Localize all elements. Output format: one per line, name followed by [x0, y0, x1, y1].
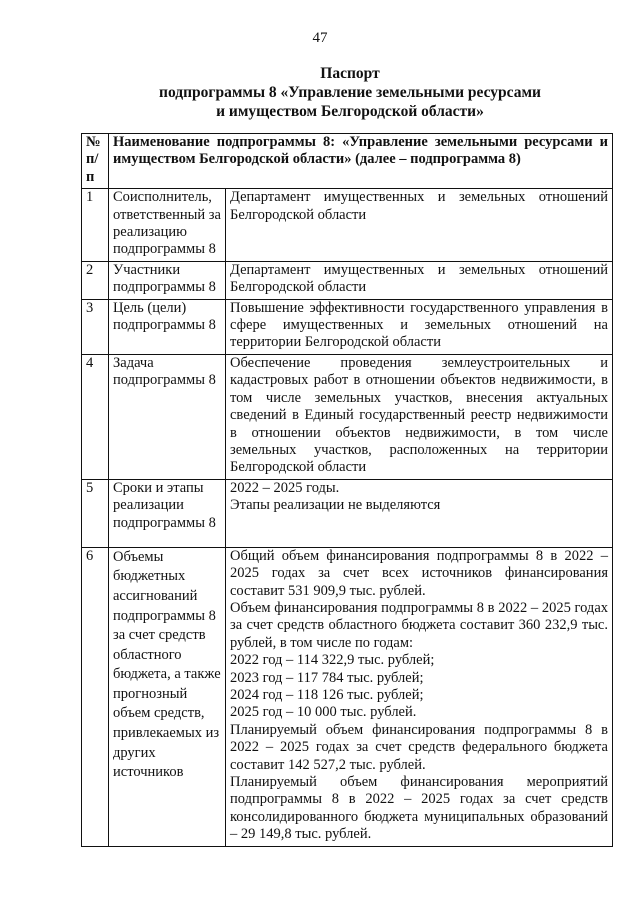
row-number: 3 — [82, 299, 109, 354]
row-value-paragraph: Обеспечение проведения землеустроительных и кадастровых работ в отношении объектов недвижимости, в том числе земельных участков, внесения актуальных сведений в Единый государственный реестр недвижимости в отношении объектов недвижимости, в том числе земельных участков, расположенных на территории Белгородской области — [230, 354, 608, 476]
title-line-1: Паспорт — [320, 65, 380, 82]
row-value-paragraph: Этапы реализации не выделяются — [230, 497, 441, 514]
row-value — [226, 479, 613, 547]
title-line-2: подпрограммы 8 «Управление земельными ресурсами — [159, 84, 541, 101]
row-number: 1 — [82, 189, 109, 262]
row-value-paragraph: Департамент имущественных и земельных отношений Белгородской области — [230, 261, 608, 296]
row-value — [226, 189, 613, 262]
row-label: Сроки и этапы реализации подпрограммы 8 — [109, 479, 226, 547]
row-label: Задача подпрограммы 8 — [109, 354, 226, 479]
row-value-paragraph: Департамент имущественных и земельных отношений Белгородской области — [230, 189, 608, 223]
row-label: Объемы бюджетных ассигнований подпрограммы 8 за счет средств областного бюджета, а также прогнозный объем средств, привлекаемых из других источников — [109, 547, 226, 846]
page-number: 47 — [312, 30, 328, 46]
row-value-paragraph: Объем финансирования подпрограммы 8 в 2022 – 2025 годах за счет средств областного бюджета составит 360 232,9 тыс. рублей, в том числе по годам: — [230, 599, 608, 651]
table-row — [82, 189, 613, 262]
table-row — [82, 261, 613, 299]
table-row — [82, 354, 613, 479]
row-value-paragraph: Общий объем финансирования подпрограммы 8 в 2022 – 2025 годах за счет всех источников финансирования составит 531 909,9 тыс. рублей. — [230, 547, 608, 599]
row-value-paragraph: 2022 год – 114 322,9 тыс. рублей; — [230, 652, 435, 669]
row-value — [226, 354, 613, 479]
row-value — [226, 299, 613, 354]
header-title-cell: Наименование подпрограммы 8: «Управление земельными ресурсами и имуществом Белгородской области» (далее – подпрограмма 8) — [109, 134, 613, 189]
row-value-paragraph: 2025 год – 10 000 тыс. рублей. — [230, 704, 417, 721]
table-row — [82, 547, 613, 846]
table-row — [82, 479, 613, 547]
row-label: Цель (цели) подпрограммы 8 — [109, 299, 226, 354]
row-number: 5 — [82, 479, 109, 547]
row-value-paragraph: Планируемый объем финансирования подпрограммы 8 в 2022 – 2025 годах за счет средств федерального бюджета составит 142 527,2 тыс. рублей. — [230, 721, 608, 773]
row-label: Участники подпрограммы 8 — [109, 261, 226, 299]
row-value-paragraph: 2024 год – 118 126 тыс. рублей; — [230, 686, 424, 703]
row-number: 6 — [82, 547, 109, 846]
row-value — [226, 547, 613, 846]
row-number: 2 — [82, 261, 109, 299]
row-value-paragraph: 2022 – 2025 годы. — [230, 479, 340, 496]
table-header-row — [82, 134, 613, 189]
passport-table — [81, 133, 613, 847]
row-value — [226, 261, 613, 299]
row-number: 4 — [82, 354, 109, 479]
row-value-paragraph: Планируемый объем финансирования мероприятий подпрограммы 8 в 2022 – 2025 годах за счет средств консолидированного бюджета муниципальных образований – 29 149,8 тыс. рублей. — [230, 774, 608, 843]
table-row — [82, 299, 613, 354]
header-num-cell: № п/п — [82, 134, 109, 189]
document-title — [60, 64, 640, 121]
row-value-paragraph: 2023 год – 117 784 тыс. рублей; — [230, 669, 424, 686]
row-value-paragraph: Повышение эффективности государственного управления в сфере имущественных и земельных отношений на территории Белгородской области — [230, 299, 608, 351]
row-label: Соисполнитель, ответственный за реализацию подпрограммы 8 — [109, 189, 226, 262]
title-line-3: и имуществом Белгородской области» — [216, 103, 484, 120]
